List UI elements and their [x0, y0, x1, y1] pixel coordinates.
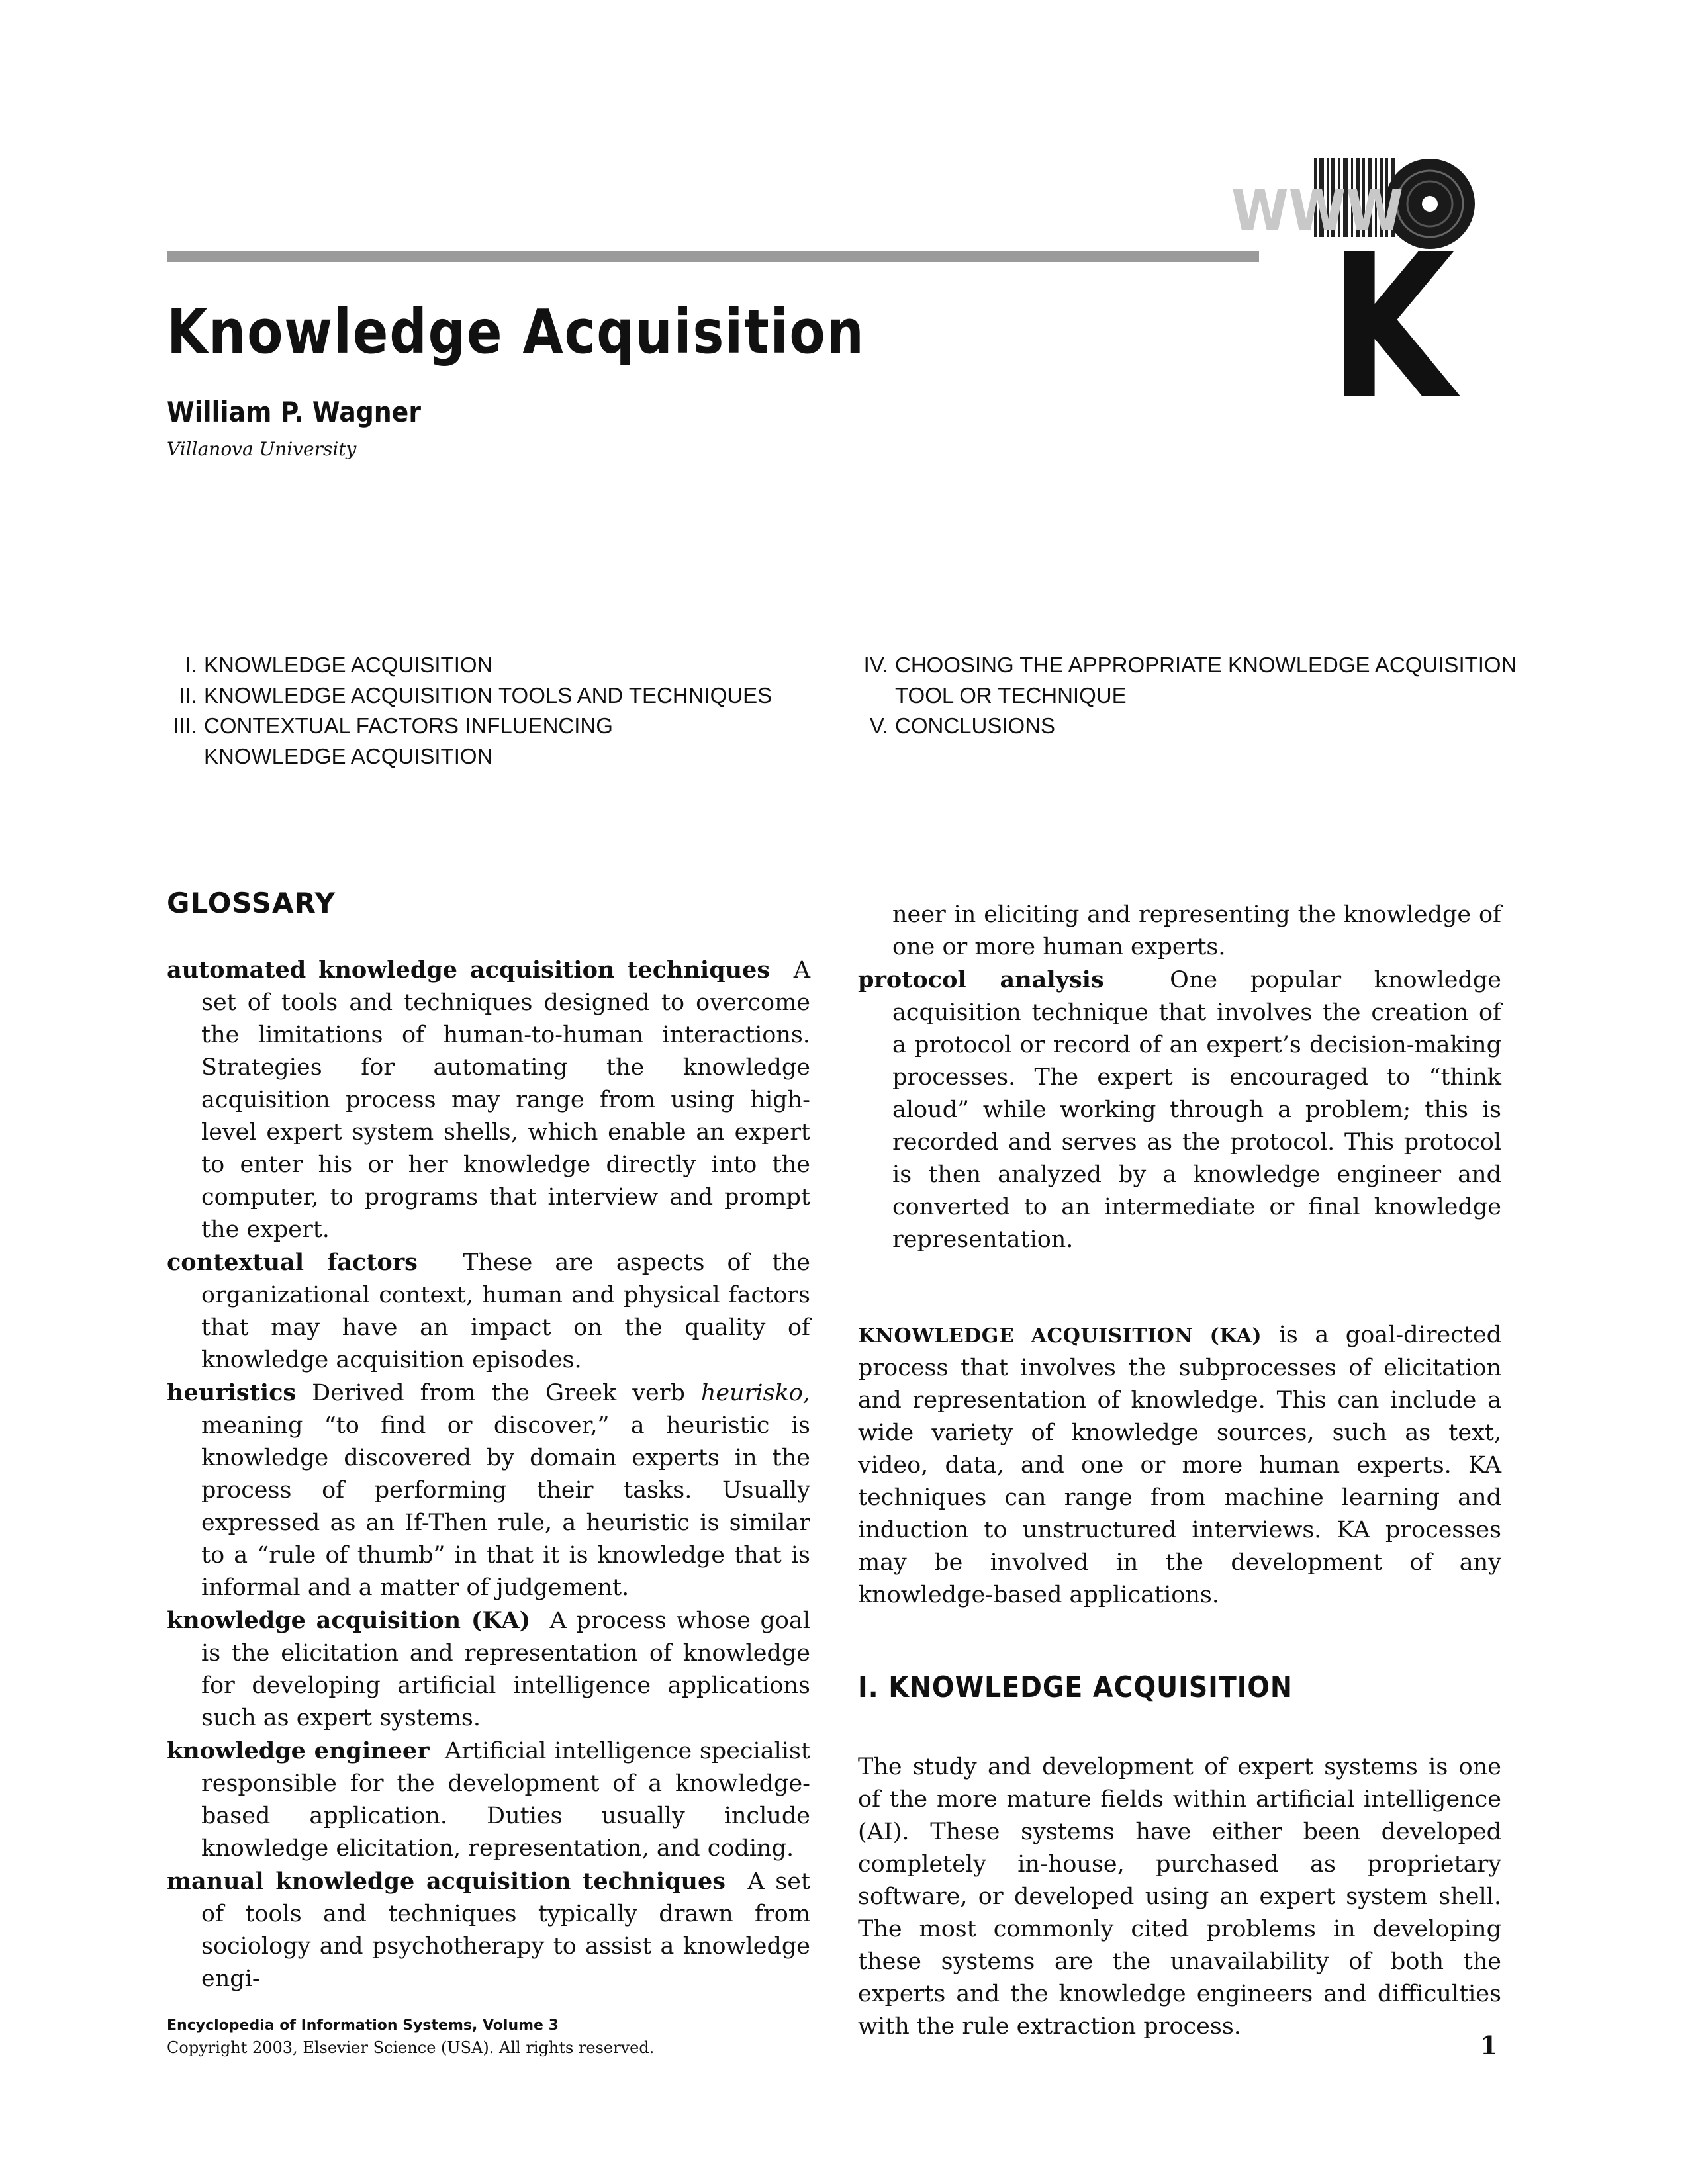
outline-item: III. CONTEXTUAL FACTORS INFLUENCING KNOWLEDGE ACQUISITION: [173, 713, 613, 768]
www-letters: WWW: [1231, 178, 1403, 244]
glossary-entry: knowledge acquisition (KA) A process whose goal is the elicitation and representation of knowledge for developing artificial intelligence applications such as expert systems.: [167, 1607, 810, 1731]
chapter-letter-logo: [1231, 156, 1509, 421]
outline-item: V. CONCLUSIONS: [869, 713, 1056, 738]
section-paragraph: The study and development of expert systems is one of the more mature fields within artificial intelligence (AI). These systems have either been developed completely in-house, purchased as proprietary software, or developed using an expert system shell. The most commonly cited problems in developing these systems are the unavailability of both the experts and the knowledge engineers and difficulties with the rule extraction process.: [858, 1754, 1501, 2040]
outline-item: II. KNOWLEDGE ACQUISITION TOOLS AND TECHNIQUES: [179, 683, 773, 707]
author-affiliation: Villanova University: [167, 438, 357, 460]
outline-left: [164, 650, 826, 772]
article-title: Knowledge Acquisition: [167, 296, 865, 367]
glossary-entry: heuristics Derived from the Greek verb heurisko, meaning “to find or discover,” a heuristic is knowledge discovered by domain experts in the process of performing their tasks. Usually expressed as an If-Then rule, a heuristic is similar to a “rule of thumb” in that it is knowledge that is informal and a matter of judgement.: [167, 1379, 810, 1601]
glossary-entry: manual knowledge acquisition techniques A set of tools and techniques typically drawn from sociology and psychotherapy to assist a knowledge engi-: [167, 1868, 810, 1992]
author-name: William P. Wagner: [167, 396, 421, 428]
glossary-entry: knowledge engineer Artificial intelligence specialist responsible for the development of a knowledge-based application. Duties usually include knowledge elicitation, representation, and coding.: [167, 1737, 810, 1862]
page-number: 1: [1480, 2030, 1498, 2060]
glossary-continuation: neer in eliciting and representing the knowledge of one or more human experts.: [892, 901, 1501, 960]
glossary-entry: contextual factors These are aspects of the organizational context, human and physical factors that may have an impact on the quality of knowledge acquisition episodes.: [167, 1249, 810, 1373]
footer-copyright: Copyright 2003, Elsevier Science (USA). All rights reserved.: [167, 2038, 655, 2057]
outline-item: I. KNOWLEDGE ACQUISITION: [185, 653, 493, 677]
header-rule: [167, 251, 1259, 262]
glossary-heading: GLOSSARY: [167, 887, 336, 919]
footer-journal: Encyclopedia of Information Systems, Volume 3: [167, 2017, 559, 2034]
chapter-letter: K: [1329, 212, 1462, 421]
intro-paragraph: KNOWLEDGE ACQUISITION (KA) is a goal-directed process that involves the subprocesses of elicitation and representation of knowledge. This can include a wide variety of knowledge sources, such as text, video, data, and one or more human experts. KA techniques can range from machine learning and induction to unstructured interviews. KA processes may be involved in the development of any knowledge-based applications.: [858, 1322, 1501, 1608]
outline-item: IV. CHOOSING THE APPROPRIATE KNOWLEDGE ACQUISITION TOOL OR TECHNIQUE: [863, 653, 1517, 707]
glossary-entry: protocol analysis One popular knowledge acquisition technique that involves the creation of a protocol or record of an expert’s decision-making processes. The expert is encouraged to “think aloud” while working through a problem; this is recorded and serves as the protocol. This protocol is then analyzed by a knowledge engineer and converted to an intermediate or final knowledge representation.: [858, 966, 1502, 1253]
left-column: [167, 887, 810, 1995]
section-heading: I. KNOWLEDGE ACQUISITION: [858, 1670, 1293, 1704]
glossary-entry: automated knowledge acquisition techniques A set of tools and techniques designed to overcome the limitations of human-to-human interactions. Strategies for automating the knowledge acquisition process may range from using high-level expert system shells, which enable an expert to enter his or her knowledge directly into the computer, to programs that interview and prompt the expert.: [167, 956, 810, 1243]
right-column: [858, 899, 1501, 2043]
outline-right: [855, 650, 1517, 741]
